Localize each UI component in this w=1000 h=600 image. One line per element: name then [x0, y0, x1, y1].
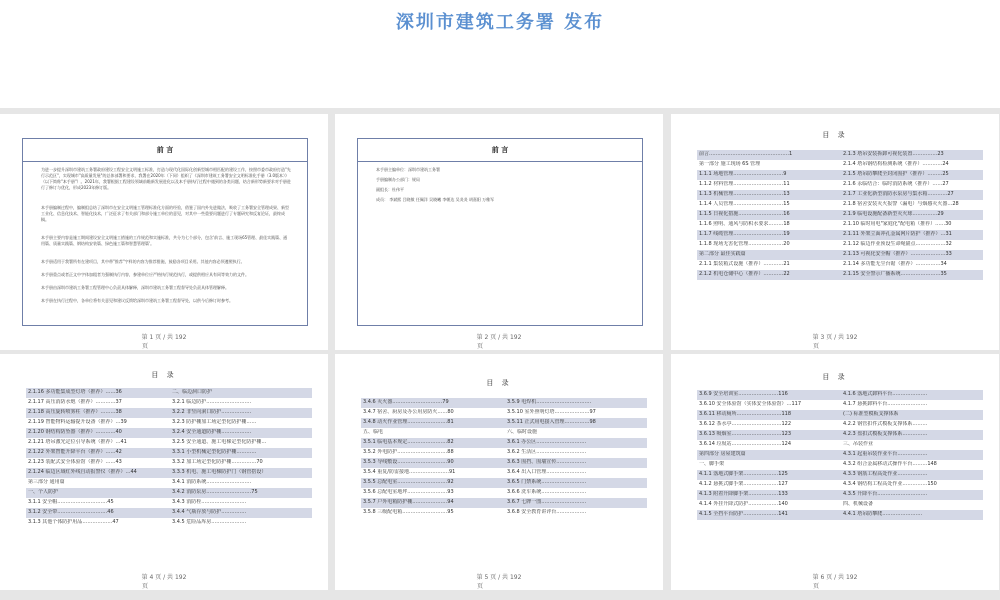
toc-entry[interactable]: 4.3.3 钢筋工程高处作业………………: [843, 471, 928, 477]
toc-entry[interactable]: 3.4.2 消防泵房………………………75: [172, 489, 258, 495]
toc-entry[interactable]: 3.5.9 电焊机……………………………: [507, 399, 592, 405]
toc-row: [361, 398, 647, 408]
toc-row: [361, 448, 647, 458]
toc-row: [697, 440, 983, 450]
toc-entry[interactable]: 3.1.3 其他个体防护用品………………47: [28, 519, 119, 525]
toc-entry[interactable]: 1.1.4 人员管理…………………………15: [699, 201, 790, 207]
page-number-suffix: 页: [142, 583, 149, 590]
toc-section: 六、临时设施: [507, 429, 538, 435]
toc-row: [697, 450, 983, 460]
toc-entry[interactable]: 3.1.2 安全带…………………………46: [28, 509, 114, 515]
toc-section: 四、机械设备: [843, 501, 874, 507]
toc-row: [697, 420, 983, 430]
toc-entry[interactable]: 3.4.1 消防系统………………………: [172, 479, 252, 485]
toc-entry[interactable]: 3.6.2 生活区…………………………: [507, 449, 587, 455]
page-thumbnail-3[interactable]: [671, 114, 999, 350]
toc-entry[interactable]: 3.6.9 安全培训室……………………116: [699, 391, 788, 397]
page-number: 第 2 页 / 共 192: [476, 334, 522, 341]
page-thumbnail-1[interactable]: [0, 114, 328, 350]
page-number: 第 5 页 / 共 192: [476, 574, 522, 581]
toc-entry[interactable]: 3.2.3 防护棚加工场定型化防护棚……: [172, 419, 257, 425]
toc-row: [697, 160, 983, 170]
toc-row: [697, 180, 983, 190]
toc-section: 第四部分 房屋建筑篇: [699, 451, 746, 457]
toc-row: [361, 408, 647, 418]
preface-paragraph: 为进一步提升深圳市建筑工务署政府建设工程安全文明施工标准，打造与现代化国际化创新型城市相匹配的建设工作，按照市委市政府打造"先行示范区"，实现城市"高质量发展"的总体部署和要求，我署在2020年（下同）组织了《深圳市建筑工务署安全文明标准化手册（3.0版本）》（以下简称"本手册"）。2021年，我署根据工程建设领域前瞻新发展进化以及本手册执行过程中遇到的各类问题，结合新形势新要求对手册进行了修订与优化，形成2023年修订版。: [41, 167, 291, 190]
toc-row: [26, 408, 312, 418]
toc-row: [697, 260, 983, 270]
toc-entry[interactable]: 3.3.3 机电、施工电梯防护门（钢管搭设）: [172, 469, 267, 475]
page-thumbnail-6[interactable]: [671, 354, 999, 590]
toc-section: 一、个人防护: [28, 489, 59, 495]
toc-entry[interactable]: 2.1.19 智能物料运输提升设备（推荐）…39: [28, 419, 127, 425]
toc-entry[interactable]: 3.1.1 安全帽…………………………45: [28, 499, 114, 505]
toc-entry[interactable]: 2.1.4 塔吊钢结构检测系统（推荐）…………24: [843, 161, 949, 167]
toc-entry[interactable]: 4.1.5 全挡平台防护…………………141: [699, 511, 788, 517]
page-heading: 前 言: [491, 146, 509, 154]
toc-row: [697, 460, 983, 470]
page-number-suffix: 页: [142, 343, 149, 350]
toc-row: [697, 200, 983, 210]
toc-section: 五、临电: [363, 429, 384, 435]
toc-entry[interactable]: 2.1.11 外架立面冲孔金属网片防护（推荐）…31: [843, 231, 952, 237]
page-frame: [22, 138, 308, 326]
toc-entry[interactable]: 3.6.1 办公区…………………………: [507, 439, 587, 445]
toc-entry[interactable]: 3.6.4 出入口管理……………………: [507, 469, 587, 475]
toc-entry[interactable]: 1.1.6 照明、通风与防积水要求………18: [699, 221, 790, 227]
toc-row: [697, 210, 983, 220]
toc-entry[interactable]: 2.1.10 临时用电"家庭化"配电箱（推荐）……30: [843, 221, 952, 227]
toc-entry[interactable]: 4.1.3 附着升降脚手架………………133: [699, 491, 788, 497]
toc-entry[interactable]: 2.1.13 可视化安全帽（推荐）…………………33: [843, 251, 952, 257]
toc-row: [26, 448, 312, 458]
toc-entry[interactable]: 2.1.15 安全警示广播系统……………………35: [843, 271, 947, 277]
preface-paragraph: 本手册重点或者正文中字体加粗者为强制执行内容，参建单位应严格执行规范执行，或提供相应具有同等效力的文件。: [41, 272, 249, 277]
toc-row: [26, 428, 312, 438]
page-number-suffix: 页: [477, 583, 484, 590]
page-number-suffix: 页: [813, 343, 820, 350]
toc-entry[interactable]: 4.2.2 钢管扣件式模板支撑体系………: [843, 421, 928, 427]
toc-row: [26, 418, 312, 428]
toc-entry[interactable]: 1.1.2 材料管理…………………………11: [699, 181, 790, 187]
toc-row: [26, 458, 312, 468]
toc-row: [697, 150, 983, 160]
toc-entry[interactable]: 2.1.17 高压消防水炮（推荐）…………37: [28, 399, 122, 405]
toc-entry[interactable]: 3.5.5 总配电室…………………………92: [363, 479, 454, 485]
toc-row: [26, 388, 312, 398]
toc-row: [361, 478, 647, 488]
toc-row: [697, 270, 983, 280]
preface-paragraph: 本手册在执行过程中，各单位将有关意见和建议反馈给深圳市建筑工务署工程督导处，以供今后修订时参考。: [41, 298, 233, 303]
page-number: 第 4 页 / 共 192: [141, 574, 187, 581]
toc-row: [697, 190, 983, 200]
toc-list: [697, 390, 983, 520]
page-frame: [357, 138, 643, 326]
toc-entry[interactable]: 2.1.22 外架智能升降平台（推荐）……42: [28, 449, 122, 455]
toc-entry[interactable]: 3.3.1 小型机械定型化防护棚…………: [172, 449, 257, 455]
toc-row: [697, 230, 983, 240]
toc-entry[interactable]: 2.1.5 塔吊防攀爬全封闭围护（推荐）………25: [843, 171, 949, 177]
toc-row: [697, 510, 983, 520]
page-thumbnail-4[interactable]: [0, 354, 328, 590]
toc-row: [26, 478, 312, 488]
toc-heading: 目 录: [486, 379, 512, 387]
toc-section: 第一部分 施工现场 6S 管理: [699, 161, 761, 167]
toc-section: 一、脚手架: [699, 461, 725, 467]
page-number: 第 1 页 / 共 192: [141, 334, 187, 341]
toc-row: [361, 488, 647, 498]
toc-entry[interactable]: 4.1.6 落地式卸料平台…………………: [843, 391, 928, 397]
toc-entry[interactable]: 3.2.1 临边防护………………………: [172, 399, 252, 405]
toc-row: [361, 458, 647, 468]
toc-entry[interactable]: 4.1.7 悬挑卸料平台……………………: [843, 401, 928, 407]
toc-entry[interactable]: 4.1.4 外挂升降式防护………………140: [699, 501, 788, 507]
toc-row: [697, 500, 983, 510]
preface-paragraph: 本手册主要内容是施工期间建设安全文明施工措施的工作规范和实施标准，共分为七个部分，包含'前言、施工现场65管理、最佳实践篇、通用篇、质量实践篇、钢结构安装篇、绿色施工篇和智慧管理篇'。: [41, 235, 288, 246]
preface-paragraph: 本手册适用于我署所有在建项目，其中带"推荐"字样的内容为推荐措施，鼓励各项目采用。其他内容必须遵照执行。: [41, 259, 245, 264]
toc-section: 第二部分 最佳实践篇: [699, 251, 746, 257]
toc-row: [697, 250, 983, 260]
toc-entry[interactable]: 2.1.8 宿舍安装灭火报警（漏电）与烟感灭火器…28: [843, 201, 959, 207]
page-number-suffix: 页: [477, 343, 484, 350]
toc-entry[interactable]: 3.5.1 临电基本规定……………………82: [363, 439, 454, 445]
toc-entry[interactable]: 3.5.4 重复/防雷接地……………………91: [363, 469, 456, 475]
toc-row: [697, 490, 983, 500]
page-number-suffix: 页: [813, 583, 820, 590]
toc-entry[interactable]: 3.4.6 灭火器…………………………79: [363, 399, 449, 405]
toc-entry[interactable]: 3.5.6 总配电室地坪……………………93: [363, 489, 454, 495]
toc-row: [697, 390, 983, 400]
toc-row: [26, 498, 312, 508]
toc-entry[interactable]: 3.6.8 安全教育讲评台………………: [507, 509, 587, 515]
page-thumbnail-2[interactable]: [335, 114, 663, 350]
toc-list: [361, 398, 647, 518]
toc-entry[interactable]: 2.1.23 装配式安全体验馆（推荐）……43: [28, 459, 122, 465]
toc-entry[interactable]: 3.5.2 外电防护…………………………88: [363, 449, 454, 455]
toc-row: [26, 488, 312, 498]
toc-row: [697, 240, 983, 250]
toc-entry[interactable]: 3.2.4 安全通道防护棚………………: [172, 429, 252, 435]
toc-row: [697, 410, 983, 420]
toc-entry[interactable]: 4.2.3 盘扣式模板支撑体系……………: [843, 431, 928, 437]
heading-divider: [358, 161, 642, 162]
toc-entry[interactable]: 1.1.5 日视化措施………………………16: [699, 211, 790, 217]
toc-entry[interactable]: 3.5.10 室外照明灯塔…………………97: [507, 409, 596, 415]
toc-entry[interactable]: 3.6.6 洗车系统………………………: [507, 489, 587, 495]
toc-entry[interactable]: 2.1.20 钢结构防坠器（推荐）…………40: [28, 429, 122, 435]
page-heading: 前 言: [156, 146, 174, 154]
toc-entry[interactable]: 2.1.16 多功能集成型灯塔（推荐）……36: [28, 389, 122, 395]
page-number: 第 6 页 / 共 192: [812, 574, 858, 581]
toc-section: 二、临边洞口防护: [172, 389, 213, 395]
toc-row: [361, 508, 647, 518]
toc-section: (二) 标准型模板支撑体系: [843, 411, 899, 417]
toc-entry[interactable]: 1.1.1 场地管理…………………………9: [699, 171, 787, 177]
toc-entry[interactable]: 4.3.1 起重吊装作业平台………………: [843, 451, 928, 457]
toc-entry[interactable]: 3.5.3 导线敷设…………………………90: [363, 459, 454, 465]
toc-row: [697, 470, 983, 480]
toc-entry[interactable]: 3.5.7 户外电箱防护棚…………………94: [363, 499, 454, 505]
toc-row: [26, 518, 312, 528]
toc-row: [361, 438, 647, 448]
toc-heading: 目 录: [151, 371, 177, 379]
toc-entry[interactable]: 2.1.21 塔吊激光定位引导系统（推荐）…41: [28, 439, 127, 445]
toc-entry[interactable]: 3.4.5 危险品库房…………………: [172, 519, 247, 525]
toc-entry[interactable]: 3.6.11 移动厕所………………………118: [699, 411, 792, 417]
toc-entry[interactable]: 3.5.11 正式用电接入管理……………98: [507, 419, 596, 425]
toc-list: [697, 150, 983, 280]
toc-entry[interactable]: 3.6.14 垃圾站…………………………124: [699, 441, 792, 447]
toc-entry[interactable]: 3.5.8 三级配电箱………………………95: [363, 509, 454, 515]
toc-entry[interactable]: 4.3.2 组合金属移动式操作平台………148: [843, 461, 937, 467]
page-thumbnail-5[interactable]: [335, 354, 663, 590]
toc-section: 第三部分 通用篇: [28, 479, 65, 485]
toc-entry[interactable]: 2.1.3 塔吊安装拆卸可视化装置……………23: [843, 151, 944, 157]
preface-paragraph: 本手册编制过程中，编制组总结了深圳市在安全文明施工管理标准化方面的经验，借鉴了国内外先进做法，吸收了工务署安全管理成果、新型工业化、信息化技术、智能化技术，广泛征求了有关部门和部分施工单位的意见，对其中一些重要问题进行了专题研究和反复论证，最终成稿。: [41, 205, 289, 222]
toc-entry[interactable]: 3.4.3 消防栓………………………: [172, 499, 247, 505]
credit-line: 本手册主编单位：深圳市建筑工务署: [376, 167, 440, 172]
toc-entry[interactable]: 3.2.2 非竖向洞口防护………………: [172, 409, 252, 415]
credit-line: 副组长：杜伟平: [376, 187, 404, 192]
toc-entry[interactable]: 3.6.10 安全体验馆（实体安全体验馆）…117: [699, 401, 802, 407]
toc-entry[interactable]: 2.1.24 临边区域红外线自动报警仪（推荐）…44: [28, 469, 137, 475]
toc-entry[interactable]: 3.6.13 吸烟室…………………………123: [699, 431, 792, 437]
preface-paragraph: 本手册由深圳市建筑工务署工程管理中心负责具体解释，深圳市建筑工务署工程督导处负责具体管理解释。: [41, 285, 229, 290]
toc-row: [26, 508, 312, 518]
toc-entry[interactable]: 2.1.9 临电设施配备新型灭火球……………29: [843, 211, 944, 217]
toc-entry[interactable]: 3.4.4 气瓶存放与防护……………: [172, 509, 247, 515]
document-header: [0, 0, 1000, 108]
toc-entry[interactable]: 2.1.2 机电仓储中心（推荐）…………22: [699, 271, 790, 277]
toc-entry[interactable]: 3.6.3 围挡、围墙宣传………………: [507, 459, 587, 465]
toc-entry[interactable]: 2.1.18 高压旋转喷雾柱（推荐）………38: [28, 409, 122, 415]
credit-line: 手册编制办公部门：规局: [376, 177, 420, 182]
toc-entry[interactable]: 3.3.2 加工场定型化防护棚……………70: [172, 459, 263, 465]
toc-row: [697, 430, 983, 440]
toc-row: [697, 170, 983, 180]
toc-list: [26, 388, 312, 528]
toc-entry[interactable]: 3.6.5 门禁系统………………………: [507, 479, 587, 485]
toc-entry[interactable]: 3.4.8 动火作业管理……………………81: [363, 419, 454, 425]
toc-entry[interactable]: 3.4.7 宿舍、厨房及办公用房防火……80: [363, 409, 454, 415]
toc-entry[interactable]: 3.2.5 安全通道、施工电梯定型化防护棚…: [172, 439, 267, 445]
toc-entry[interactable]: 1.1.8 现场无害化管理…………………20: [699, 241, 790, 247]
toc-entry[interactable]: 2.1.14 多功能无尘台锯（推荐）……………34: [843, 261, 947, 267]
toc-row: [697, 400, 983, 410]
toc-row: [26, 398, 312, 408]
toc-entry[interactable]: 4.3.5 升降平台…………………………: [843, 491, 928, 497]
toc-entry[interactable]: 3.6.7 七牌一图………………………: [507, 499, 587, 505]
toc-row: [361, 418, 647, 428]
toc-entry[interactable]: 3.6.12 茶水亭…………………………122: [699, 421, 792, 427]
toc-row: [361, 428, 647, 438]
publisher-title: 深圳市建筑工务署 发布: [395, 12, 605, 33]
toc-heading: 目 录: [822, 131, 848, 139]
toc-row: [26, 438, 312, 448]
toc-entry[interactable]: 2.1.7 工业化新型消防水泵房与集水箱…………27: [843, 191, 954, 197]
toc-entry[interactable]: 4.1.1 落地式脚手架…………………125: [699, 471, 788, 477]
toc-entry[interactable]: 4.4.1 塔吊防攀爬……………………: [843, 511, 923, 517]
toc-section: 三、吊装作业: [843, 441, 874, 447]
toc-row: [26, 468, 312, 478]
toc-entry[interactable]: 2.1.6 永临结合：临时消防系统（推荐）……27: [843, 181, 949, 187]
toc-row: [361, 498, 647, 508]
toc-entry[interactable]: 2.1.12 临边作业预设生命绳锚点………………32: [843, 241, 952, 247]
toc-entry[interactable]: 2.1.1 集装箱式设施（推荐）…………21: [699, 261, 790, 267]
toc-heading: 目 录: [822, 373, 848, 381]
toc-entry[interactable]: 1.1.3 机械管理…………………………13: [699, 191, 790, 197]
toc-row: [697, 220, 983, 230]
toc-entry[interactable]: 4.3.4 钢结构工程高处作业……………150: [843, 481, 937, 487]
credit-line: 成员： 李斌熙 吕晓敏 任佩洋 吴晓曦 李朝达 吴炎炎 胡嘉阳 万稚军: [376, 197, 495, 202]
toc-entry[interactable]: 前言…………………………………………1: [699, 151, 793, 157]
toc-row: [361, 468, 647, 478]
toc-entry[interactable]: 4.1.2 悬挑式脚手架…………………127: [699, 481, 788, 487]
toc-row: [697, 480, 983, 490]
heading-divider: [23, 161, 307, 162]
toc-entry[interactable]: 1.1.7 线缆管理…………………………19: [699, 231, 790, 237]
page-number: 第 3 页 / 共 192: [812, 334, 858, 341]
